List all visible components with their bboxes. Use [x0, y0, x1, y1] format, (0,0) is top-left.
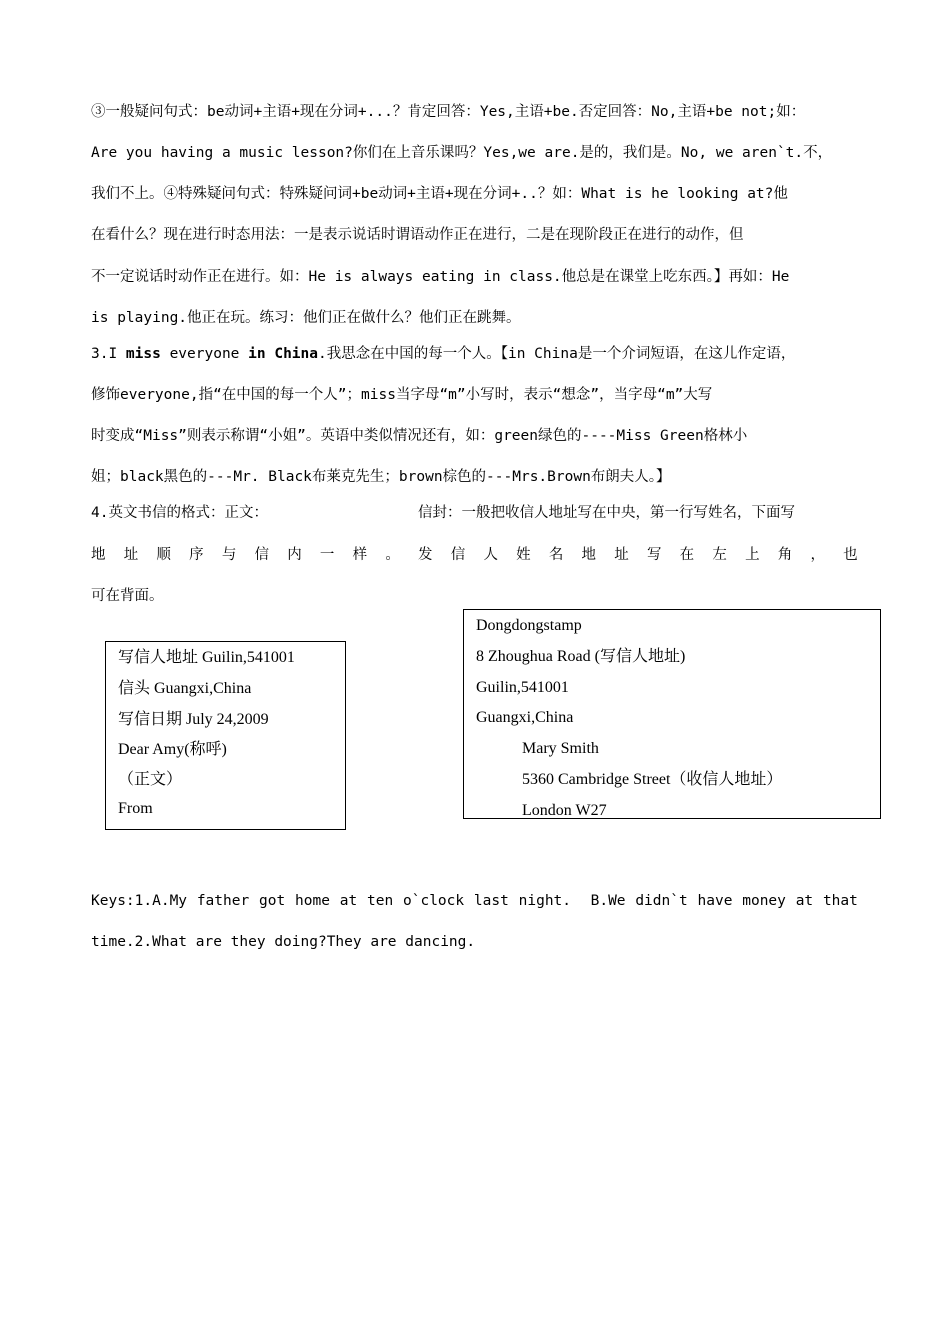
item4-char: 人 — [483, 547, 498, 563]
item4-char: 发 — [418, 547, 433, 563]
item3-in-china: in China — [248, 346, 318, 362]
envelope-format-box — [463, 609, 881, 819]
item4-char: 信 — [450, 547, 466, 563]
keys-line-2: time.2.What are they doing?They are dancing. — [91, 934, 476, 950]
keys-word: B.We — [590, 893, 626, 909]
letter-line: （正文） — [118, 771, 183, 788]
keys-word: ten — [367, 893, 394, 909]
paragraph-line: Are you having a music lesson?你们在上音乐课吗？Yes,we are.是的，我们是。No, we aren`t.不， — [91, 145, 833, 161]
keys-word: didn`t — [635, 893, 688, 909]
item3-prefix: 3.I — [91, 346, 126, 362]
envelope-line: Dongdongstamp — [476, 617, 582, 634]
letter-line: From — [118, 800, 153, 817]
paragraph-line: is playing.他正在玩。练习：他们正在做什么？他们正在跳舞。 — [91, 310, 521, 326]
item4-char: 序 — [189, 547, 204, 563]
item3-everyone: everyone — [160, 346, 249, 362]
keys-word: home — [295, 893, 330, 909]
envelope-line: 8 Zhoughua Road (写信人地址) — [476, 648, 686, 665]
paragraph-line: 不一定说话时动作正在进行。如：He is always eating in class.他总是在课堂上吃东西。】再如：He — [91, 269, 790, 285]
keys-word: o`clock — [403, 893, 465, 909]
item4-line-b: 信封：一般把收信人地址写在中央，第一行写姓名，下面写 — [418, 505, 795, 521]
keys-word: at — [795, 893, 814, 909]
item4-char: 址 — [614, 547, 629, 563]
item3-rest: .我思念在中国的每一个人。【in China是一个介词短语，在这儿作定语， — [318, 346, 796, 362]
item3-line — [91, 344, 795, 364]
keys-word: have — [697, 893, 733, 909]
paragraph-line: ③一般疑问句式：be动词+主语+现在分词+...？肯定回答：Yes,主语+be.否定回答：No,主语+be not;如： — [91, 104, 806, 120]
letter-line: 写信日期 July 24,2009 — [118, 711, 269, 728]
keys-word: father — [196, 893, 250, 909]
envelope-line: Guangxi,China — [476, 709, 574, 726]
letter-line: Dear Amy(称呼) — [118, 741, 227, 758]
envelope-line: Mary Smith — [522, 740, 599, 757]
item4-char: 地 — [581, 547, 597, 563]
keys-word: got — [259, 893, 286, 909]
item3-line: 姐；black黑色的---Mr. Black布莱克先生；brown棕色的---Mrs.Brown布朗夫人。】 — [91, 469, 671, 485]
item4-char: 上 — [745, 547, 760, 563]
keys-word: money — [742, 893, 786, 909]
item4-char: ， — [810, 547, 825, 563]
item4-char: 角 — [777, 547, 793, 563]
item4-char: 左 — [712, 547, 727, 563]
keys-line — [91, 891, 858, 911]
item4-char: 内 — [287, 547, 302, 563]
keys-word: at — [339, 893, 358, 909]
item4-line: 可在背面。 — [91, 588, 164, 604]
item4-char: 地 — [91, 547, 106, 563]
keys-word: last — [473, 893, 509, 909]
item4-char: 样 — [352, 547, 368, 563]
keys-word: that — [822, 893, 858, 909]
item4-char: 顺 — [156, 547, 171, 563]
envelope-line: London W27 — [522, 802, 607, 819]
letter-format-box — [105, 641, 346, 830]
item4-char: 一 — [319, 547, 335, 563]
item3-miss: miss — [125, 346, 161, 362]
item4-char: 写 — [646, 547, 662, 563]
item4-char: 名 — [548, 547, 564, 563]
item4-char: 在 — [679, 547, 695, 563]
letter-line: 信头 Guangxi,China — [118, 680, 252, 697]
item3-line: 时变成“Miss”则表示称谓“小姐”。英语中类似情况还有，如：green绿色的----Miss Green格林小 — [91, 428, 748, 444]
item3-line: 修饰everyone,指“在中国的每一个人”；miss当字母“m”小写时，表示“想念”，当字母“m”大写 — [91, 387, 713, 403]
envelope-line: Guilin,541001 — [476, 679, 569, 696]
item4-char: 也 — [843, 547, 858, 563]
envelope-line: 5360 Cambridge Street（收信人地址） — [522, 771, 783, 788]
item4-char: 与 — [221, 547, 237, 563]
paragraph-line: 我们不上。④特殊疑问句式：特殊疑问词+be动词+主语+现在分词+..？如：What is he looking at?他 — [91, 186, 788, 202]
keys-word: night. — [518, 893, 572, 909]
item4-char: 。 — [385, 547, 400, 563]
keys-word: Keys:1.A.My — [91, 893, 188, 909]
letter-line: 写信人地址 Guilin,541001 — [118, 649, 295, 666]
item4-char: 址 — [123, 547, 139, 563]
item4-justified-line — [91, 545, 858, 565]
item4-line-a: 4.英文书信的格式：正文： — [91, 505, 268, 521]
item4-char: 姓 — [516, 547, 531, 563]
paragraph-line: 在看什么？现在进行时态用法：一是表示说话时谓语动作正在进行，二是在现阶段正在进行的动作，但 — [91, 227, 744, 243]
item4-char: 信 — [254, 547, 270, 563]
